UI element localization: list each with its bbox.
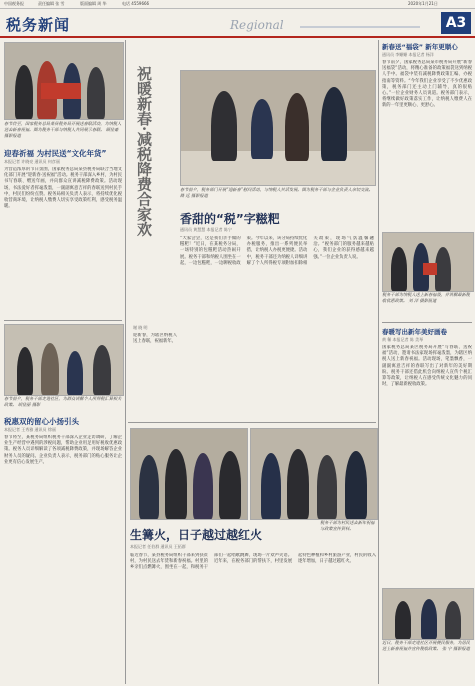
calligraphy-note: 迎新春，为辖区纳税人送上春联，祝福新年。 [133, 333, 177, 345]
photo-dumpling-event [180, 70, 376, 186]
article-byline-3: 通讯员 黄慧慧 本报记者 陈宁 [180, 227, 232, 232]
newspaper-topbar [0, 0, 475, 9]
article-headline-5: 新春送“福袋” 新年更顺心 [382, 43, 458, 51]
article-byline-5: 通讯员 李姗姗 本报记者 杨洋 [382, 52, 434, 57]
article-headline-1: 迎春祈福 为村民送“文化年货” [4, 149, 107, 158]
page-number: A3 [441, 12, 471, 34]
column-divider [125, 40, 126, 684]
article-headline-4: 生篝火，日子越过越红火 [130, 528, 263, 542]
article-byline-4: 本报记者 任伯群 通讯员 王拓群 [130, 544, 186, 549]
photo-caption-2: 春节前夕，税务干部走进社区，为群众讲解个人所得税汇算相关政策。 胡佳丽 摄影 [4, 396, 122, 407]
photo-village-visit [130, 428, 248, 520]
divider [4, 320, 122, 321]
photo-gift-presentation [250, 428, 378, 520]
article-byline-1: 本报记者 许晓亮 通讯员 何彦丽 [4, 159, 60, 164]
section-title: 税务新闻 [6, 16, 71, 34]
article-headline-2: 税惠双的留心小扬引头 [4, 417, 79, 426]
photo-spring-couplets [4, 42, 124, 120]
column-divider [378, 40, 379, 684]
section-english-title: Regional [230, 18, 284, 32]
photo-lucky-bag [382, 232, 474, 292]
article-body-4: 临近春节，某县税务局组织干部来到扶贫村，为村民送去年货和新春祝福。村里的乡亲们点燃篝火，围坐在一起，和税务干部们一起唱歌跳舞，现场一片欢声笑语。近年来，在税务部门的帮扶下，村里发展起特色种植和乡村旅游产业，村民的收入逐年增加，日子越过越红火。 [130, 553, 376, 571]
photo-caption-5: 税务干部为纳税人送上新春福袋，并讲解最新税收优惠政策。 刘 洋 摄影报道 [382, 292, 470, 303]
article-body-6: 国家税务总局某区税务局开展“写春联、送祝福”活动，邀请书法家现场挥毫泼墨，为辖区纳税人送上新春祝福。活动现场，笔墨飘香，一副副寓意吉祥的春联写出了对新年的美好期盼。税务干部还借此机会向纳税人宣传个税汇算等政策，让纳税人在感受传统文化魅力的同时，了解最新税收政策。 [382, 345, 472, 388]
phone-info: 电话 4559666 [122, 1, 150, 6]
photo-community-service [4, 324, 124, 396]
calligraphy-artwork: 祝暖新春·减税降费合家欢 [135, 66, 153, 237]
photo-caption-4: 税务干部为村民送去新年祝福与政策宣传资料。 [320, 520, 375, 531]
masthead-name: 中国税务报 [4, 1, 24, 6]
layout-editor-info: 版面编辑 周 华 [80, 1, 107, 6]
article-byline-6: 黄 稀 本报记者 陈 美琴 [382, 337, 424, 342]
calligraphy-author: 谢 晓 明 [133, 325, 148, 330]
article-headline-6: 春暖写出新年美好画卷 [382, 328, 447, 336]
photo-community-desk [382, 588, 474, 640]
photo-caption-6: 近日，税务干部走进社区开展便民服务，为居民送上新春祝福并宣传税收政策。 张 宁 摄影报道 [382, 640, 470, 651]
editor-info: 责任编辑 张 雪 [38, 1, 65, 6]
article-body-5: 春节前夕，国家税务总局某市税务局开展“新春送福袋”活动，将精心准备的政策福袋送到纳税人手中。福袋中装有减税降费政策汇编、办税指南等资料。“今年我们企业享受了不少优惠政策，税务部门还主动上门辅导，真的很贴心。”一位企业财务人员说道。税务部门表示，将继续做好政策落实工作，让纳税人缴费人在新的一年里更顺心、更舒心。 [382, 60, 472, 109]
photo-caption-1: 春节将至，国家税务总局某县税务局开展送春联活动，为纳税人送去新春祝福。图为税务干部与纳税人共同展示春联。 顾佳豪 摄影报道 [4, 121, 122, 138]
article-body-1: 为营造浓厚的节日氛围，国家税务总局某县税务局联合当地文化部门开展“迎新春·送祝福”活动。税务干部深入乡村，为村民书写春联、赠送年画，并向群众宣讲减税降费政策。活动现场，书法爱好者挥毫泼墨，一副副寓意吉祥的春联送到村民手中，村民们纷纷点赞。税务局相关负责人表示，将持续优化税收营商环境，让纳税人缴费人切实享受政策红利，感受税务温暖。 [4, 167, 122, 210]
article-byline-2: 本报记者 王秀雅 通讯员 徐丽 [4, 427, 56, 432]
header-divider [300, 26, 420, 28]
photo-caption-3: 春节前夕，税务部门开展“迎新春”慰问活动，与纳税人共话发展。图为税务干部与企业负责人亲切交流。 路 远 摄影报道 [180, 187, 373, 198]
article-body-2: 春节将至，某税务局组织税务干部深入企业走访调研，了解企业生产经营中遇到的涉税问题，帮助企业用足用好税收优惠政策。税务人员详细解读了各项减税降费政策，并现场解答企业财务人员的疑问。企业负责人表示，税务部门的贴心服务让企业更有信心发展生产。 [4, 435, 122, 465]
divider [382, 322, 472, 323]
article-headline-3: 香甜的“税”字糍粑 [180, 212, 280, 226]
section-header [0, 10, 475, 38]
article-body-3: “大家尝尝，这是我们亲手做的糍粑！”近日，在某税务分局，一场特别的包糍粑活动热闹开展。税务干部和纳税人围坐在一起，一边包糍粑，一边聊税收政策。今年以来，该分局持续优化办税服务，推出一系列便民举措，让纳税人办税更便捷。活动中，税务干部还为纳税人详细讲解了个人所得税专项附加扣除相关政策，现场气氛温馨融洽。“税务部门的服务越来越贴心，我们企业的获得感越来越强。”一位企业负责人说。 [180, 236, 374, 266]
divider [128, 422, 376, 423]
issue-date: 2020年1月21日 [408, 1, 438, 6]
